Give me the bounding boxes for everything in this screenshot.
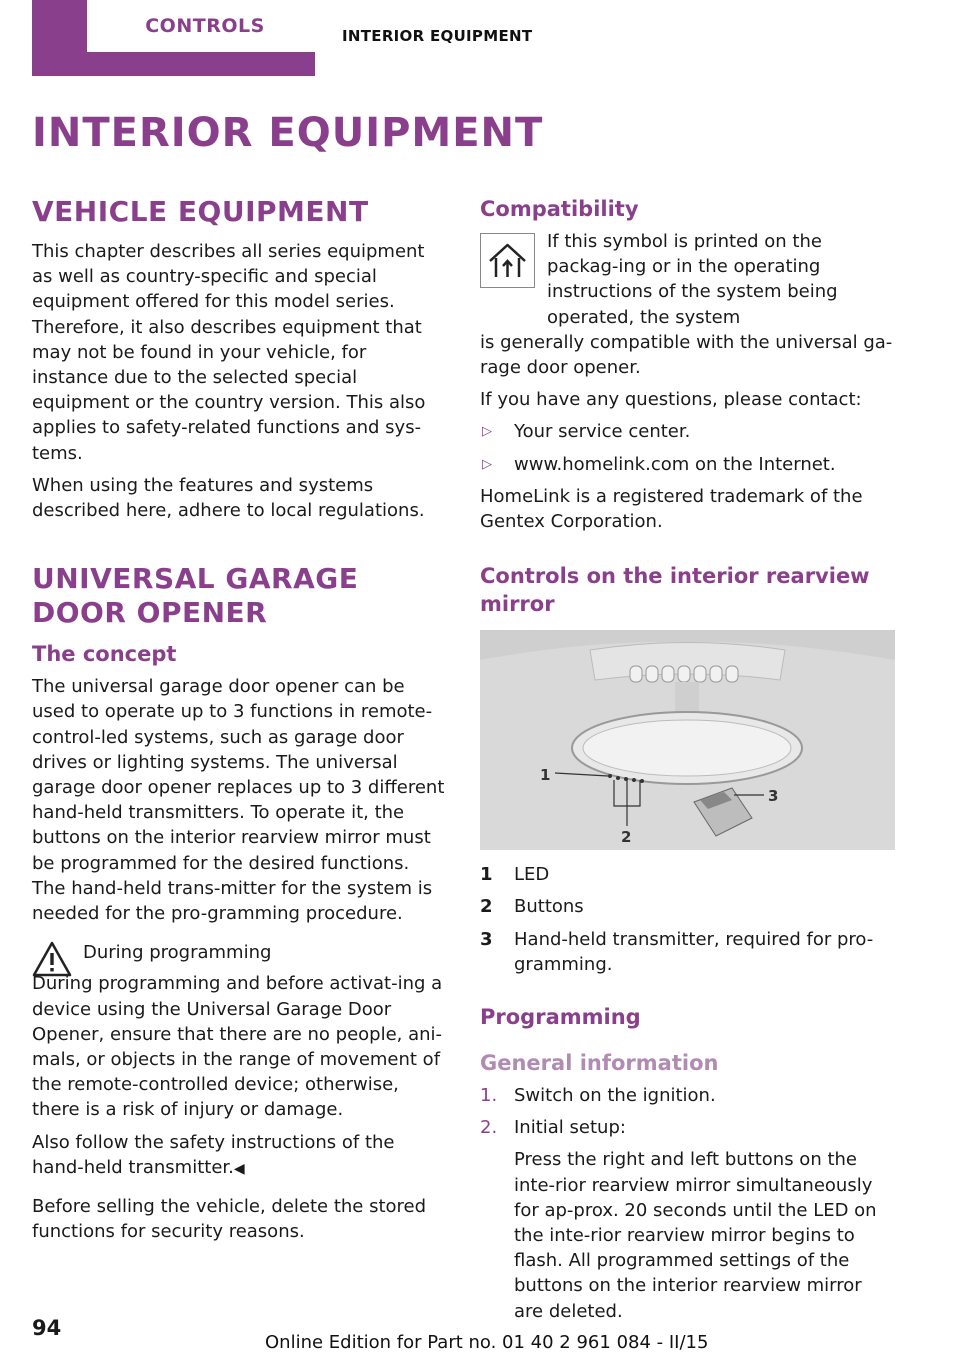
warning-block — [32, 940, 447, 1182]
legend-item — [480, 927, 895, 977]
step-number: 2. — [480, 1117, 498, 1139]
vehicle-equipment-text-1: This chapter describes all series equipment as well as country-specific and special equipment offered for this model series. Therefore, it also describes equipment that may not be found in your vehicle, for instance due to the selected special equipment or the country version. This also applies to safety-related functions and sys-tems. — [32, 241, 426, 464]
chapter-tab — [32, 0, 315, 76]
legend-item — [480, 894, 895, 919]
vehicle-equipment-heading: VEHICLE EQUIPMENT — [32, 195, 369, 228]
programming-heading: Programming — [480, 1005, 641, 1030]
legend-number: 2 — [480, 896, 493, 918]
callout-2: 2 — [621, 828, 632, 847]
legend-number: 1 — [480, 864, 493, 886]
callout-3: 3 — [768, 787, 779, 806]
breadcrumb: INTERIOR EQUIPMENT — [342, 27, 533, 45]
warning-followup — [32, 1130, 447, 1182]
concept-text: The universal garage door opener can be used to operate up to 3 functions in remote-control-led systems, such as garage door drives or lighting systems. The universal garage door opener replaces up to 3 different hand-held transmitters. To operate it, the buttons on the interior rearview mirror must be programmed for the desired functions. The hand-held trans-mitter for the system is needed for the pro-gramming procedure. — [32, 676, 445, 925]
warning-title: During programming — [83, 942, 272, 964]
step-item — [480, 1083, 895, 1108]
compatibility-intro-rest: is generally compatible with the universal ga-rage door opener. — [480, 331, 893, 379]
chapter-tab-label: CONTROLS — [87, 0, 323, 52]
warning-triangle-icon — [32, 940, 72, 978]
warning-text: During programming and before activat-ing a device using the Universal Garage Door Opener, ensure that there are no people, ani-mals, or objects in the range of movement of the remote-controlled device; otherwise, there is a risk of injury or damage. — [32, 973, 443, 1121]
vehicle-equipment-text-2: When using the features and systems described here, adhere to local regulations. — [32, 474, 425, 522]
compatibility-heading: Compatibility — [480, 197, 639, 221]
step-text: Initial setup: — [514, 1117, 626, 1139]
contact-item: ▷ www.homelink.com on the Internet. — [480, 452, 895, 477]
concept-heading: The concept — [32, 642, 177, 667]
page-number: 94 — [32, 1316, 62, 1340]
legend-text: Hand-held transmitter, required for pro-gramming. — [514, 928, 874, 975]
legend-text: LED — [514, 864, 550, 886]
right-column — [480, 195, 895, 1331]
compatibility-block — [480, 229, 895, 380]
general-information-heading: General information — [480, 1051, 719, 1076]
programming-steps — [480, 1083, 895, 1324]
compatibility-intro: If this symbol is printed on the packag-ing or in the operating instructions of the system being operated, the system — [547, 231, 838, 328]
questions-text: If you have any questions, please contact: — [480, 389, 862, 411]
legend-item — [480, 862, 895, 887]
legend-text: Buttons — [514, 896, 584, 918]
warning-followup-text: Also follow the safety instructions of the hand-held transmitter. — [32, 1131, 395, 1178]
callout-1: 1 — [540, 766, 551, 785]
page-title: INTERIOR EQUIPMENT — [32, 110, 544, 156]
step-text: Switch on the ignition. — [514, 1085, 716, 1107]
garage-opener-heading: UNIVERSAL GARAGE DOOR OPENER — [32, 562, 359, 630]
selling-text: Before selling the vehicle, delete the stored functions for security reasons. — [32, 1196, 427, 1243]
contact-item: ▷ Your service center. — [480, 419, 895, 444]
rearview-mirror-illustration — [480, 630, 895, 850]
homelink-symbol-icon — [480, 233, 535, 288]
controls-heading: Controls on the interior rearview mirror — [480, 564, 870, 617]
step-subtext: Press the right and left buttons on the inte-rior rearview mirror simultaneously for ap-prox. 20 seconds until the LED on the inte-rior rearview mirror begins to flash. All programmed settings of the buttons on the interior rearview mirror are deleted. — [514, 1149, 877, 1322]
legend-number: 3 — [480, 928, 493, 950]
trademark-text: HomeLink is a registered trademark of the Gentex Corporation. — [480, 485, 863, 533]
legend-list — [480, 862, 895, 977]
left-column — [32, 195, 447, 1252]
edition-footer: Online Edition for Part no. 01 40 2 961 084 - II/15 — [265, 1332, 709, 1353]
contact-list — [480, 419, 895, 476]
step-item — [480, 1115, 895, 1324]
step-number: 1. — [480, 1085, 498, 1107]
end-mark-icon: ◀ — [233, 1160, 245, 1177]
